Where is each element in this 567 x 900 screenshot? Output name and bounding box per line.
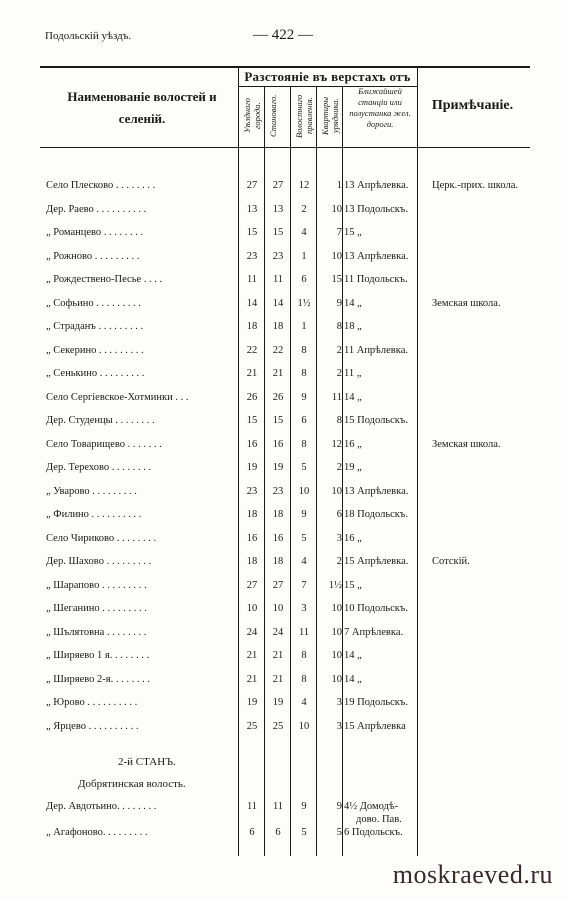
village-name: „ Страданъ . . . . . . . . .: [46, 321, 144, 332]
distance-uezd: 18: [246, 556, 258, 567]
table-row: [0, 580, 567, 600]
distance-group-header: Разстояніе въ верстахъ отъ: [244, 69, 411, 84]
nearest-station: 13 Подольскъ.: [344, 203, 408, 215]
distance-volost: 10: [298, 485, 310, 497]
village-name: „ Ярцево . . . . . . . . . .: [46, 720, 139, 732]
table-row: [0, 721, 567, 741]
distance-uryadnik: 2: [336, 344, 342, 356]
distance-uezd: 25: [246, 720, 258, 732]
nearest-station: 10 Подольскъ.: [344, 603, 408, 614]
nearest-station: 19 „: [344, 462, 362, 473]
table-row: [0, 627, 567, 647]
village-name: „ Уварово . . . . . . . . .: [46, 485, 137, 497]
distance-uezd: 16: [246, 532, 258, 544]
distance-volost: 6: [301, 415, 307, 426]
distance-uezd: 15: [246, 227, 258, 238]
col-head-stan: Становаго.: [268, 94, 278, 138]
distance-volost: 9: [301, 801, 307, 812]
nearest-station: 13 Апрѣлевка.: [344, 180, 409, 191]
nearest-station: 18 „: [344, 321, 362, 332]
village-name: „ Софьино . . . . . . . . .: [46, 297, 141, 309]
distance-uezd: 19: [246, 697, 258, 708]
nearest-station: 11 Апрѣлевка.: [344, 344, 408, 356]
distance-stan: 15: [272, 415, 284, 426]
distance-stan: 22: [272, 344, 284, 356]
distance-volost: 10: [298, 720, 310, 732]
distance-volost: 5: [301, 532, 307, 544]
village-name: Дер. Студенцы . . . . . . . .: [46, 415, 155, 426]
remark: Земская школа.: [432, 297, 501, 309]
distance-uezd: 24: [246, 626, 258, 638]
distance-stan: 27: [272, 180, 284, 191]
distance-stan: 23: [272, 485, 284, 497]
distance-stan: 11: [272, 801, 284, 812]
distance-stan: 21: [272, 673, 284, 685]
nearest-station: 13 Апрѣлевка.: [344, 485, 409, 497]
distance-stan: 24: [272, 626, 284, 638]
distance-volost: 4: [301, 227, 307, 238]
village-name: „ Романцево . . . . . . . .: [46, 227, 144, 238]
district-title: Подольскій уѣздъ.: [45, 30, 132, 42]
distance-uryadnik: 8: [336, 415, 342, 426]
distance-uezd: 26: [246, 391, 258, 403]
table-row: [0, 533, 567, 553]
table-row: [0, 486, 567, 506]
table-row: [0, 274, 567, 294]
distance-volost: 6: [301, 274, 307, 285]
nearest-station: 15 Апрѣлевка: [344, 720, 406, 732]
distance-uezd: 18: [246, 321, 258, 332]
village-name: „ Секерино . . . . . . . . .: [46, 344, 144, 356]
village-name: „ Агафоново. . . . . . . . .: [46, 827, 148, 838]
distance-uezd: 11: [246, 801, 258, 812]
distance-volost: 9: [301, 391, 307, 403]
distance-stan: 10: [272, 603, 284, 614]
village-name: Дер. Шахово . . . . . . . . .: [46, 556, 152, 567]
distance-uryadnik: 7: [336, 227, 342, 238]
nearest-station: 11 „: [344, 368, 362, 379]
distance-volost: 3: [301, 603, 307, 614]
distance-volost: 7: [301, 579, 307, 591]
distance-uryadnik: 10: [331, 250, 342, 262]
distance-uezd: 15: [246, 415, 258, 426]
table-row: [0, 415, 567, 435]
nearest-station: 13 Апрѣлевка.: [344, 250, 409, 262]
distance-uezd: 18: [246, 509, 258, 520]
table-row: [0, 827, 567, 847]
village-name: „ Филино . . . . . . . . . .: [46, 509, 142, 520]
distance-stan: 27: [272, 579, 284, 591]
nearest-station: 14 „: [344, 297, 362, 309]
village-name: Село Чириково . . . . . . . .: [46, 532, 157, 544]
distance-stan: 18: [272, 321, 284, 332]
nearest-station: 19 Подольскъ.: [344, 697, 408, 708]
distance-stan: 26: [272, 391, 284, 403]
village-name: „ Ширяево 1 я. . . . . . . .: [46, 650, 150, 661]
distance-volost: 8: [301, 673, 307, 685]
table-row: [0, 556, 567, 576]
distance-stan: 14: [272, 297, 284, 309]
nearest-station: 14 „: [344, 391, 362, 403]
col-head-volost: Волостнаго правленія.: [294, 94, 314, 138]
table-row: [0, 439, 567, 459]
table-row: [0, 204, 567, 224]
distance-volost: 8: [301, 368, 307, 379]
table-row: [0, 368, 567, 388]
table-row: [0, 345, 567, 365]
village-name: „ Шарапово . . . . . . . . .: [46, 579, 147, 591]
distance-uryadnik: 2: [336, 368, 342, 379]
nearest-station: 11 Подольскъ.: [344, 274, 408, 285]
distance-volost: 8: [301, 438, 307, 450]
distance-uryadnik: 3: [336, 697, 342, 708]
remark: Церк.-прих. школа.: [432, 180, 518, 191]
distance-volost: 2: [301, 203, 307, 215]
distance-volost: 8: [301, 650, 307, 661]
distance-volost: 5: [301, 462, 307, 473]
table-row: [0, 674, 567, 694]
nearest-station: 15 Подольскъ.: [344, 415, 408, 426]
village-name: Дер. Терехово . . . . . . . .: [46, 462, 152, 473]
distance-uezd: 27: [246, 579, 258, 591]
distance-uryadnik: 2: [336, 462, 342, 473]
remark: Сотскій.: [432, 556, 470, 567]
col-head-uezd: Уѣзднаго города.: [242, 98, 262, 134]
distance-uryadnik: 10: [331, 650, 342, 661]
village-name: „ Рождествено-Песье . . . .: [46, 274, 163, 285]
nearest-station: 15 „: [344, 579, 362, 591]
distance-volost: 4: [301, 556, 307, 567]
distance-uryadnik: 10: [331, 673, 342, 685]
distance-uryadnik: 10: [331, 203, 342, 215]
distance-volost: 12: [298, 180, 310, 191]
distance-uezd: 23: [246, 485, 258, 497]
nearest-station: 18 Подольскъ.: [344, 509, 408, 520]
watermark: moskraeved.ru: [392, 860, 553, 889]
distance-uryadnik: 5: [336, 827, 342, 838]
distance-stan: 19: [272, 697, 284, 708]
distance-uezd: 14: [246, 297, 258, 309]
distance-stan: 18: [272, 556, 284, 567]
village-name: „ Ширяево 2-я. . . . . . . .: [46, 673, 150, 685]
remark: Земская школа.: [432, 438, 501, 450]
distance-uezd: 21: [246, 368, 258, 379]
distance-uryadnik: 9: [336, 801, 342, 812]
village-name: Село Плесково . . . . . . . .: [46, 180, 156, 191]
distance-volost: 8: [301, 344, 307, 356]
distance-volost: 9: [301, 509, 307, 520]
nearest-station: 7 Апрѣлевка.: [344, 626, 404, 638]
distance-uezd: 27: [246, 180, 258, 191]
nearest-station: 16 „: [344, 532, 362, 544]
distance-uryadnik: 8: [336, 321, 342, 332]
distance-uezd: 21: [246, 650, 258, 661]
village-name: „ Шълятовна . . . . . . . .: [46, 626, 147, 638]
nearest-station: 15 „: [344, 227, 362, 238]
distance-uryadnik: 10: [331, 626, 342, 638]
distance-stan: 11: [272, 274, 284, 285]
name-column-header: Наименованіе волостей и селеній.: [67, 89, 217, 126]
distance-uryadnik: 2: [336, 556, 342, 567]
distance-stan: 16: [272, 532, 284, 544]
table-row: [0, 321, 567, 341]
nearest-station: 16 „: [344, 438, 362, 450]
distance-uezd: 11: [246, 274, 258, 285]
distance-uezd: 16: [246, 438, 258, 450]
nearest-station: 4½ Домодѣ-: [344, 801, 399, 812]
distance-uezd: 22: [246, 344, 258, 356]
nearest-station: 14 „: [344, 650, 362, 661]
table-row: [0, 509, 567, 529]
volost-title: Добрятинская волость.: [78, 778, 186, 790]
nearest-station: 15 Апрѣлевка.: [344, 556, 409, 567]
table-row: [0, 298, 567, 318]
distance-uryadnik: 1½: [328, 579, 342, 591]
village-name: Село Товарищево . . . . . . .: [46, 438, 162, 450]
distance-uryadnik: 1: [336, 180, 342, 191]
village-name: „ Шеганино . . . . . . . . .: [46, 603, 147, 614]
distance-stan: 21: [272, 650, 284, 661]
village-name: Дер. Раево . . . . . . . . . .: [46, 203, 147, 215]
table-row: [0, 603, 567, 623]
distance-volost: 5: [301, 827, 307, 838]
distance-uezd: 23: [246, 250, 258, 262]
village-name: Дер. Авдотьино. . . . . . . .: [46, 801, 157, 812]
table-row: [0, 650, 567, 670]
distance-uezd: 21: [246, 673, 258, 685]
distance-stan: 21: [272, 368, 284, 379]
distance-uezd: 13: [246, 203, 258, 215]
distance-volost: 1½: [297, 297, 311, 309]
distance-stan: 13: [272, 203, 284, 215]
table-row: [0, 801, 567, 825]
distance-uryadnik: 6: [336, 509, 342, 520]
distance-volost: 1: [301, 250, 307, 262]
distance-uryadnik: 3: [336, 532, 342, 544]
table-row: [0, 227, 567, 247]
table-head-rule: [40, 147, 530, 148]
page-header: [45, 27, 525, 50]
distance-stan: 15: [272, 227, 284, 238]
nearest-station: 14 „: [344, 673, 362, 685]
distance-stan: 16: [272, 438, 284, 450]
distance-volost: 4: [301, 697, 307, 708]
nearest-station: 6 Подольскъ.: [344, 827, 403, 838]
village-name: „ Сенькино . . . . . . . . .: [46, 368, 145, 379]
distance-uryadnik: 12: [331, 438, 342, 450]
distance-uezd: 10: [246, 603, 258, 614]
note-column-header: Примѣчаніе.: [431, 98, 514, 113]
distance-uryadnik: 11: [331, 391, 342, 403]
distance-uezd: 19: [246, 462, 258, 473]
table-row: [0, 462, 567, 482]
table-top-rule: [40, 66, 530, 68]
page-number: — 422 —: [253, 27, 313, 43]
distance-uryadnik: 3: [336, 720, 342, 732]
distance-stan: 19: [272, 462, 284, 473]
table-row: [0, 392, 567, 412]
col-head-uryadnik: Квартиры урядника.: [320, 96, 340, 136]
distance-volost: 1: [301, 321, 307, 332]
distance-volost: 11: [298, 626, 310, 638]
distance-stan: 23: [272, 250, 284, 262]
table-row: [0, 697, 567, 717]
distance-uryadnik: 9: [336, 297, 342, 309]
village-name: „ Юрово . . . . . . . . . .: [46, 697, 138, 708]
nearest-station-line2: дово. Пав.: [356, 814, 402, 825]
distance-uryadnik: 10: [331, 485, 342, 497]
station-column-header: Ближайшей станціи или полустанка жел. дороги.: [349, 86, 411, 129]
table-row: [0, 251, 567, 271]
distance-stan: 18: [272, 509, 284, 520]
distance-uryadnik: 15: [331, 274, 342, 285]
table-row: [0, 180, 567, 200]
village-name: „ Рожново . . . . . . . . .: [46, 250, 140, 262]
distance-uezd: 6: [249, 827, 255, 838]
distance-uryadnik: 10: [331, 603, 342, 614]
distance-stan: 25: [272, 720, 284, 732]
stan-title: 2-й СТАНЪ.: [118, 756, 176, 768]
distance-stan: 6: [275, 827, 281, 838]
village-name: Село Сергіевское-Хотминки . . .: [46, 391, 189, 403]
